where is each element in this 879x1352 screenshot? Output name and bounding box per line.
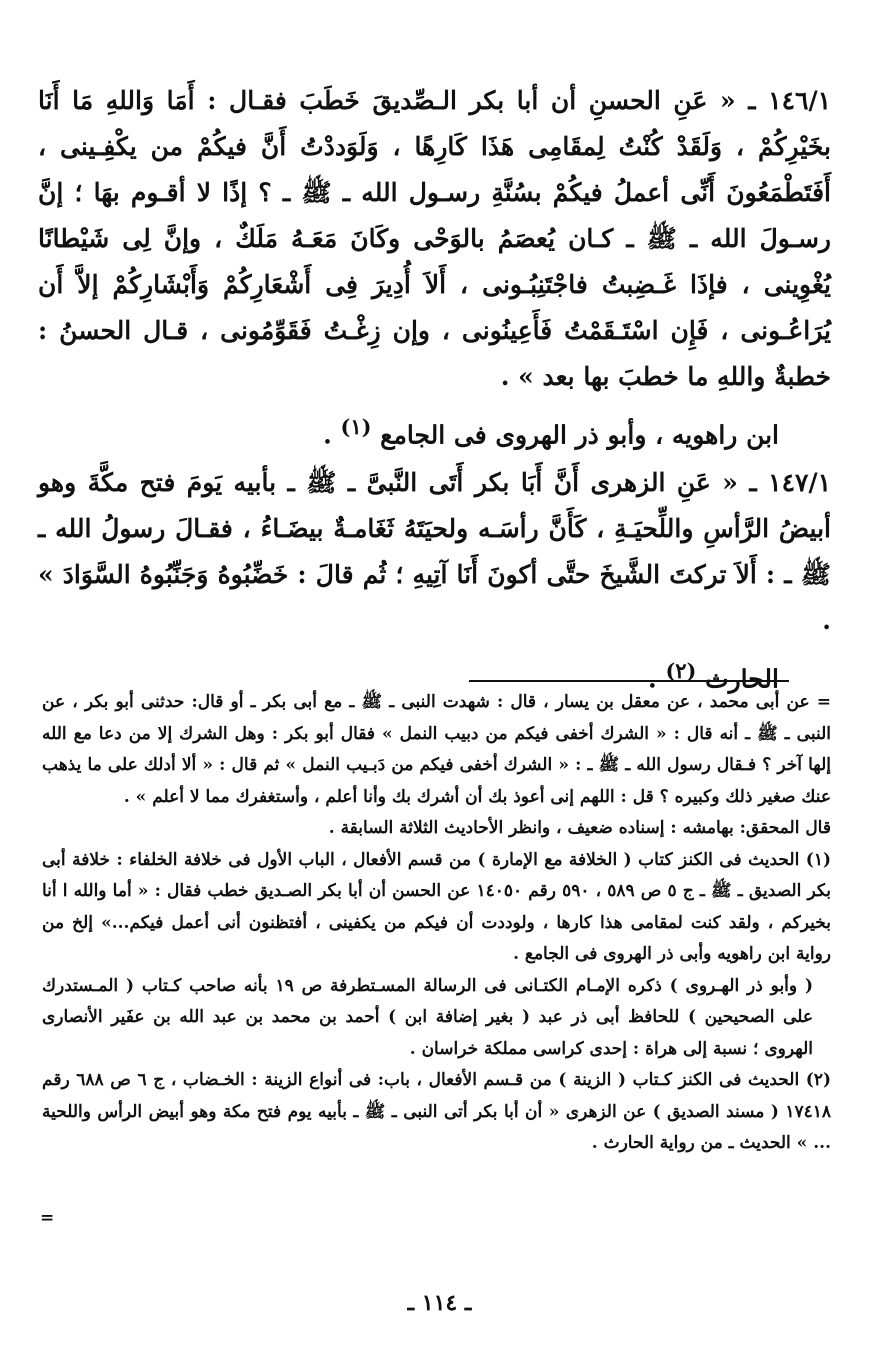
continuation-mark: = xyxy=(40,1208,55,1228)
footnote-2: (٢) الحديث فى الكنز كـتاب ( الزينة ) من قـسم الأفعال ، باب: فى أنواع الزينة : الخـضاب ، ج ٦ ص ٦٨٨ رقم ١٧٤١٨ ( مسند الصديق ) عن الزهرى « أن أبا بكر أتى النبى ـ ﷺ ـ بأبيه يوم فتح مكة وهو أبيض الرأس واللحية ... » الحديث ـ من رواية الحارث . xyxy=(42,1070,832,1153)
hadith-147: ١٤٧/١ ـ « عَنِ الزهرى أَنَّ أَبَا بكر أَتَى النَّبىَّ ـ ﷺ ـ بأبيه يَومَ فتح مكَّةَ وهو أبيضُ الرَّأسِ واللِّحيَـةِ ، كَأَنَّ رأسَـه ولحيَتَهُ ثَغَامـةٌ بيضَـاءُ ، فقـالَ رسولُ الله ـ ﷺ ـ : أَلاَ تركتَ الشَّيخَ حتَّى أكونَ أَنَا آتِيهِ ؛ ثُم قالَ : خَضِّبُوهُ وَجَنِّبُوهُ السَّوَادَ » . xyxy=(38,468,831,636)
footnote-divider xyxy=(469,680,789,682)
footnote-ref-2[interactable]: (٢) xyxy=(665,658,697,684)
source-146-text: ابن راهويه ، وأبو ذر الهروى فى الجامع xyxy=(380,420,779,450)
footnote-1: (١) الحديث فى الكنز كتاب ( الخلافة مع الإمارة ) من قسم الأفعال ، الباب الأول فى خلافة الخلفاء : خلافة أبى بكر الصديق ـ ﷺ ـ ج ٥ ص ٥٨٩ ، ٥٩٠ رقم ١٤٠٥٠ عن الحسن أن أبا بكر الصـديق خطب فقال : « أما والله ا أنا بخيركم ، ولقد كنت لمقامى هذا كارها ، ولوددت أن فيكم من يكفينى ، أفتظنون أنى أعمل فيكم...» إلخ من رواية ابن راهويه وأبى ذر الهروى فى الجامع . xyxy=(42,849,831,964)
editor-note: قال المحقق: بهامشه : إسناده ضعيف ، وانظر الأحاديث الثلاثة السابقة . xyxy=(328,818,831,838)
hadith-146: ١٤٦/١ ـ « عَنِ الحسنِ أن أبا بكر الـصِّديقَ خَطَبَ فقـال : أَمَا وَاللهِ مَا أَنَا بخَيْرِكُمْ ، وَلَقَدْ كُنْتُ لِمقَامِى هَذَا كَارِهًا ، وَلَوَددْتُ أَنَّ فيكُمْ من يكْفِـينى ، أَفَتَطْمَعُونَ أَنِّى أعملُ فيكُمْ بسُنَّةِ رسـول الله ـ ﷺ ـ ؟ إذًا لا أقـوم بهَا ؛ إنَّ رسـولَ الله ـ ﷺ ـ كـان يُعصَمُ بالوَحْى وكَانَ مَعَـهُ مَلَكٌ ، وإنَّ لِى شَيْطانًا يُغْوِينى ، فإذَا غَـضِبتُ فاجْتَنِبُـونى ، أَلاَ أُدِيرَ فِى أَشْعَارِكُمْ وَأَبْشَارِكُمْ إلاَّ أَن يُرَاعُـونى ، فَإِن اسْتَـقَمْتُ فَأَعِينُونى ، وإن زِغْـتُ فَقَوِّمُونى ، قـال الحسنُ : خطبةٌ واللهِ ما خطبَ بها بعد » . xyxy=(38,86,831,391)
footnote-continuation: = عن أبى محمد ، عن معقل بن يسار ، قال : شهدت النبى ـ ﷺ ـ مع أبى بكر ـ أو قال: حدثنى أبو بكر ، عن النبى ـ ﷺ ـ أنه قال : « الشرك أخفى فيكم من دبيب النمل » فقال أبو بكر : وهل الشرك إلا من دعا مع الله إلها آخر ؟ فـقال رسول الله ـ ﷺ ـ : « الشرك أخفى فيكم من دَبـيب النمل » ثم قال : « ألا أدلك على ما يذهب عنك صغير ذلك وكبيره ؟ قل : اللهم إنى أعوذ بك أن أشرك بك وأنا أعلم ، وأستغفرك مما لا أعلم » . xyxy=(42,692,832,807)
source-146: ابن راهويه ، وأبو ذر الهروى فى الجامع $^{(١)}$ . xyxy=(323,414,779,450)
footnote-ref-1[interactable]: (١) xyxy=(340,414,372,439)
footnotes xyxy=(42,687,831,1160)
source-147: الحارث $^{(٢)}$ . xyxy=(648,658,779,694)
page-number: ـ ١١٤ ـ xyxy=(407,1290,472,1316)
source-147-text: الحارث xyxy=(705,664,779,694)
main-text xyxy=(38,78,831,703)
footnote-1-addendum: ( وأبو ذر الهـروى ) ذكره الإمـام الكتـانى فى الرسالة المسـتطرفة ص ١٩ بأنه صاحب كـتاب ( المـستدرك على الصحيحين ) للحافظ أبى ذر عبد ( بغير إضافة ابن ) أحمد بن محمد بن عبد الله بن عفَير الأنصارى الهروى ؛ نسبة إلى هراة : إحدى كراسى مملكة خراسان . xyxy=(42,975,814,1059)
